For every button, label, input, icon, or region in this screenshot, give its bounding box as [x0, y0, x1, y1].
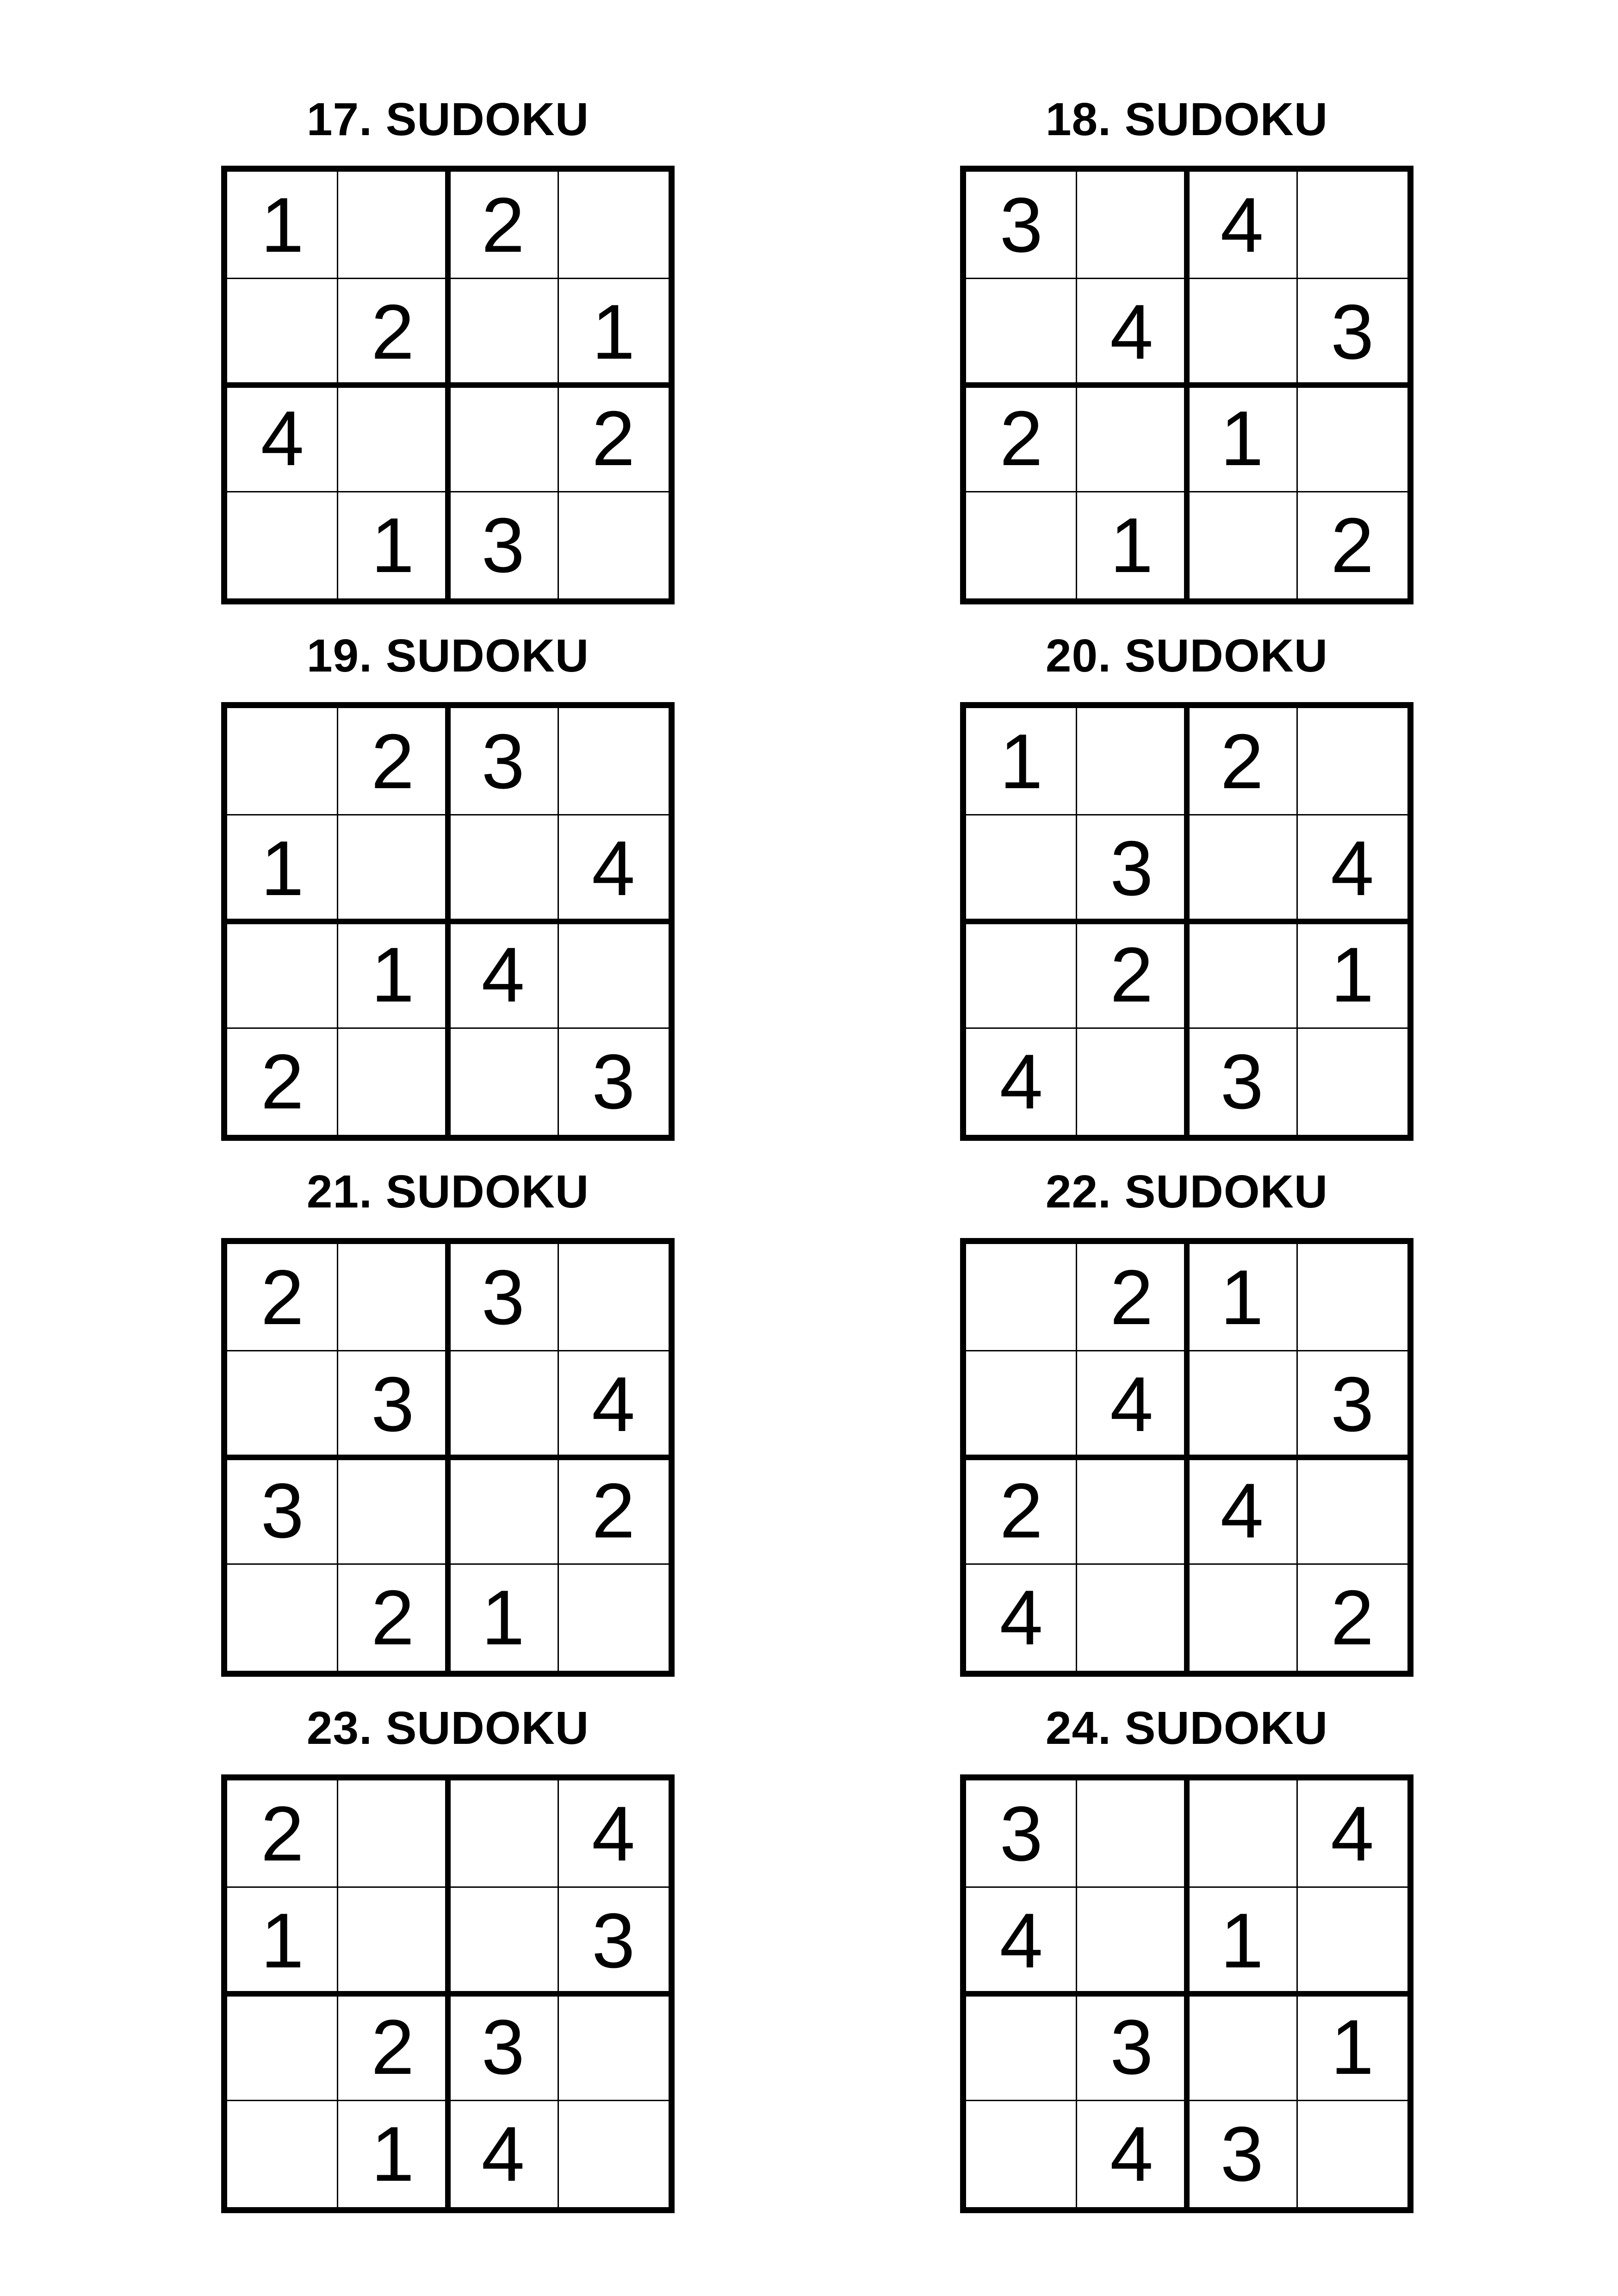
sudoku-cell-r3-c3: 4: [481, 931, 525, 1019]
sudoku-cell-r4-c4: [1297, 1028, 1408, 1135]
sudoku-cell-r1-c2: [338, 172, 448, 279]
sudoku-cell-r4-c4: 3: [592, 1038, 635, 1125]
sudoku-cell-r4-c4: 2: [1331, 501, 1374, 589]
cell-divider-vertical: [558, 172, 559, 598]
sudoku-cell-r2-c4: 3: [592, 1897, 635, 1984]
sudoku-cell-r2-c2: [338, 815, 448, 922]
sudoku-cell-r2-c1: 4: [999, 1897, 1043, 1984]
sudoku-cell-r2-c4: 4: [592, 1360, 635, 1448]
sudoku-cell-r1-c1: 1: [260, 181, 304, 269]
sudoku-puzzle-23: [221, 1702, 675, 2213]
sudoku-cell-r4-c3: [1187, 492, 1297, 599]
sudoku-cell-r2-c3: [448, 1887, 558, 1994]
sudoku-cell-r2-c4: 1: [592, 288, 635, 375]
sudoku-cell-r2-c3: [1187, 815, 1297, 922]
box-divider-horizontal: [227, 382, 669, 388]
sudoku-cell-r3-c2: [1077, 385, 1187, 492]
sudoku-cell-r1-c1: 2: [260, 1254, 304, 1341]
sudoku-cell-r3-c4: [558, 1994, 669, 2101]
box-divider-horizontal: [966, 1455, 1407, 1460]
cell-divider-vertical: [1296, 708, 1298, 1135]
sudoku-cell-r3-c2: 1: [371, 931, 415, 1019]
sudoku-cell-r4-c4: [558, 492, 669, 599]
sudoku-cell-r4-c2: 1: [1110, 501, 1153, 589]
sudoku-cell-r2-c3: [448, 815, 558, 922]
sudoku-cell-r4-c1: [966, 2101, 1077, 2208]
puzzle-title: 18. SUDOKU: [1045, 93, 1328, 145]
sudoku-cell-r3-c1: [966, 921, 1077, 1028]
sudoku-cell-r3-c1: 2: [999, 1467, 1043, 1555]
puzzle-title: 21. SUDOKU: [306, 1166, 589, 1218]
box-divider-horizontal: [966, 919, 1407, 924]
sudoku-cell-r1-c3: 3: [481, 718, 525, 805]
sudoku-cell-r1-c2: 2: [1110, 1254, 1153, 1341]
sudoku-cell-r4-c3: [1187, 1564, 1297, 1671]
sudoku-puzzle-21: [221, 1166, 675, 1677]
puzzle-title: 19. SUDOKU: [306, 630, 589, 682]
sudoku-cell-r4-c2: 1: [371, 2110, 415, 2197]
cell-divider-horizontal: [966, 1027, 1407, 1029]
sudoku-cell-r2-c4: 3: [1331, 288, 1374, 375]
cell-divider-horizontal: [227, 1027, 669, 1029]
sudoku-cell-r4-c4: [1297, 2101, 1408, 2208]
sudoku-cell-r2-c1: 1: [260, 824, 304, 912]
sudoku-puzzle-20: [960, 630, 1413, 1141]
sudoku-cell-r2-c2: 4: [1110, 288, 1153, 375]
sudoku-cell-r1-c4: 4: [592, 1790, 635, 1878]
sudoku-cell-r4-c3: 1: [481, 1574, 525, 1661]
sudoku-cell-r4-c3: 3: [1220, 2110, 1264, 2197]
sudoku-puzzle-18: [960, 93, 1413, 604]
cell-divider-vertical: [1296, 1780, 1298, 2207]
sudoku-cell-r1-c1: 2: [260, 1790, 304, 1878]
sudoku-cell-r2-c3: [1187, 1351, 1297, 1458]
sudoku-cell-r4-c1: 4: [999, 1574, 1043, 1661]
sudoku-cell-r1-c4: [558, 708, 669, 815]
sudoku-cell-r1-c2: [1077, 172, 1187, 279]
sudoku-puzzle-17: [221, 93, 675, 604]
sudoku-cell-r1-c2: [1077, 1780, 1187, 1887]
sudoku-grid: [221, 1774, 675, 2213]
sudoku-cell-r1-c2: [338, 1244, 448, 1351]
sudoku-cell-r4-c2: [1077, 1028, 1187, 1135]
sudoku-grid: [221, 702, 675, 1141]
sudoku-cell-r3-c4: 2: [592, 395, 635, 482]
sudoku-cell-r3-c4: 1: [1331, 2004, 1374, 2091]
sudoku-cell-r2-c4: 4: [1331, 824, 1374, 912]
sudoku-cell-r4-c1: [966, 492, 1077, 599]
sudoku-cell-r3-c3: 4: [1220, 1467, 1264, 1555]
sudoku-cell-r2-c3: [1187, 279, 1297, 386]
sudoku-cell-r2-c1: 1: [260, 1897, 304, 1984]
puzzle-title: 20. SUDOKU: [1045, 630, 1328, 682]
sudoku-grid: [960, 702, 1413, 1141]
sudoku-cell-r2-c4: 4: [592, 824, 635, 912]
puzzle-title: 22. SUDOKU: [1045, 1166, 1328, 1218]
cell-divider-vertical: [1296, 172, 1298, 598]
sudoku-cell-r4-c1: [227, 492, 338, 599]
sudoku-cell-r3-c1: [966, 1994, 1077, 2101]
sudoku-cell-r1-c4: [558, 1244, 669, 1351]
sudoku-grid: [960, 1238, 1413, 1677]
puzzle-title: 24. SUDOKU: [1045, 1702, 1328, 1754]
sudoku-cell-r2-c3: [448, 279, 558, 386]
sudoku-cell-r2-c4: [1297, 1887, 1408, 1994]
sudoku-cell-r1-c1: [966, 1244, 1077, 1351]
sudoku-cell-r4-c2: 2: [371, 1574, 415, 1661]
sudoku-puzzle-22: [960, 1166, 1413, 1677]
cell-divider-vertical: [1296, 1244, 1298, 1671]
sudoku-cell-r3-c4: [1297, 1457, 1408, 1564]
sudoku-cell-r4-c1: 4: [999, 1038, 1043, 1125]
sudoku-cell-r3-c1: [227, 1994, 338, 2101]
sudoku-puzzle-19: [221, 630, 675, 1141]
sudoku-cell-r1-c4: [1297, 172, 1408, 279]
cell-divider-horizontal: [966, 1563, 1407, 1565]
sudoku-cell-r4-c2: 1: [371, 501, 415, 589]
cell-divider-horizontal: [227, 491, 669, 492]
sudoku-cell-r3-c4: 2: [592, 1467, 635, 1555]
sudoku-cell-r3-c2: [338, 1457, 448, 1564]
sudoku-grid: [960, 1774, 1413, 2213]
sudoku-cell-r2-c1: [966, 815, 1077, 922]
cell-divider-vertical: [558, 1780, 559, 2207]
cell-divider-horizontal: [227, 2100, 669, 2101]
sudoku-cell-r3-c3: [448, 1457, 558, 1564]
sudoku-cell-r1-c1: 3: [999, 1790, 1043, 1878]
puzzle-title: 17. SUDOKU: [306, 93, 589, 145]
sudoku-cell-r2-c1: [966, 279, 1077, 386]
sudoku-cell-r1-c4: [558, 172, 669, 279]
puzzle-title: 23. SUDOKU: [306, 1702, 589, 1754]
sudoku-cell-r3-c2: 2: [1110, 931, 1153, 1019]
sudoku-cell-r3-c4: [1297, 385, 1408, 492]
sudoku-cell-r2-c2: 3: [371, 1360, 415, 1448]
box-divider-horizontal: [227, 1991, 669, 1997]
sudoku-cell-r3-c1: 4: [260, 395, 304, 482]
sudoku-cell-r2-c3: 1: [1220, 1897, 1264, 1984]
sudoku-cell-r3-c3: 1: [1220, 395, 1264, 482]
sudoku-grid: [960, 166, 1413, 604]
sudoku-cell-r3-c1: 3: [260, 1467, 304, 1555]
sudoku-cell-r1-c3: 4: [1220, 181, 1264, 269]
sudoku-cell-r2-c2: [338, 1887, 448, 1994]
sudoku-cell-r3-c2: [1077, 1457, 1187, 1564]
cell-divider-horizontal: [966, 2100, 1407, 2101]
sudoku-cell-r3-c3: [1187, 1994, 1297, 2101]
sudoku-cell-r4-c2: [338, 1028, 448, 1135]
sudoku-cell-r3-c2: 2: [371, 2004, 415, 2091]
sudoku-cell-r4-c4: 2: [1331, 1574, 1374, 1661]
sudoku-cell-r2-c2: 2: [371, 288, 415, 375]
sudoku-cell-r3-c3: [448, 385, 558, 492]
sudoku-cell-r3-c1: 2: [999, 395, 1043, 482]
sudoku-cell-r2-c2: [1077, 1887, 1187, 1994]
sudoku-grid: [221, 1238, 675, 1677]
sudoku-cell-r2-c2: 4: [1110, 1360, 1153, 1448]
sudoku-cell-r3-c2: [338, 385, 448, 492]
sudoku-cell-r1-c3: 2: [1220, 718, 1264, 805]
sudoku-cell-r4-c1: [227, 2101, 338, 2208]
sudoku-cell-r4-c3: [448, 1028, 558, 1135]
sudoku-cell-r1-c1: [227, 708, 338, 815]
sudoku-cell-r1-c3: 2: [481, 181, 525, 269]
cell-divider-horizontal: [966, 491, 1407, 492]
sudoku-cell-r1-c3: 3: [481, 1254, 525, 1341]
sudoku-cell-r2-c4: 3: [1331, 1360, 1374, 1448]
sudoku-cell-r1-c4: [1297, 1244, 1408, 1351]
sudoku-cell-r1-c2: [338, 1780, 448, 1887]
sudoku-cell-r1-c2: 2: [371, 718, 415, 805]
sudoku-cell-r3-c3: 3: [481, 2004, 525, 2091]
cell-divider-vertical: [558, 708, 559, 1135]
sudoku-cell-r1-c3: [448, 1780, 558, 1887]
sudoku-cell-r3-c2: 3: [1110, 2004, 1153, 2091]
sudoku-cell-r2-c1: [227, 1351, 338, 1458]
sudoku-cell-r1-c1: 1: [999, 718, 1043, 805]
sudoku-cell-r3-c1: [227, 921, 338, 1028]
sudoku-cell-r4-c1: [227, 1564, 338, 1671]
sudoku-cell-r1-c3: [1187, 1780, 1297, 1887]
sudoku-cell-r4-c2: [1077, 1564, 1187, 1671]
sudoku-puzzle-24: [960, 1702, 1413, 2213]
sudoku-cell-r1-c4: [1297, 708, 1408, 815]
box-divider-horizontal: [227, 919, 669, 924]
sudoku-cell-r2-c3: [448, 1351, 558, 1458]
sudoku-cell-r3-c3: [1187, 921, 1297, 1028]
sudoku-cell-r3-c4: 1: [1331, 931, 1374, 1019]
sudoku-cell-r4-c4: [558, 1564, 669, 1671]
sudoku-cell-r1-c1: 3: [999, 181, 1043, 269]
sudoku-cell-r2-c2: 3: [1110, 824, 1153, 912]
sudoku-cell-r4-c1: 2: [260, 1038, 304, 1125]
box-divider-horizontal: [227, 1455, 669, 1460]
box-divider-horizontal: [966, 1991, 1407, 1997]
sudoku-grid: [221, 166, 675, 604]
sudoku-cell-r1-c3: 1: [1220, 1254, 1264, 1341]
sudoku-cell-r4-c3: 3: [481, 501, 525, 589]
sudoku-cell-r2-c1: [966, 1351, 1077, 1458]
sudoku-cell-r4-c3: 4: [481, 2110, 525, 2197]
sudoku-cell-r3-c4: [558, 921, 669, 1028]
sudoku-cell-r1-c4: 4: [1331, 1790, 1374, 1878]
sudoku-cell-r4-c2: 4: [1110, 2110, 1153, 2197]
sudoku-cell-r4-c4: [558, 2101, 669, 2208]
cell-divider-vertical: [558, 1244, 559, 1671]
box-divider-horizontal: [966, 382, 1407, 388]
sudoku-cell-r2-c1: [227, 279, 338, 386]
sudoku-cell-r1-c2: [1077, 708, 1187, 815]
cell-divider-horizontal: [227, 1563, 669, 1565]
sudoku-cell-r4-c3: 3: [1220, 1038, 1264, 1125]
